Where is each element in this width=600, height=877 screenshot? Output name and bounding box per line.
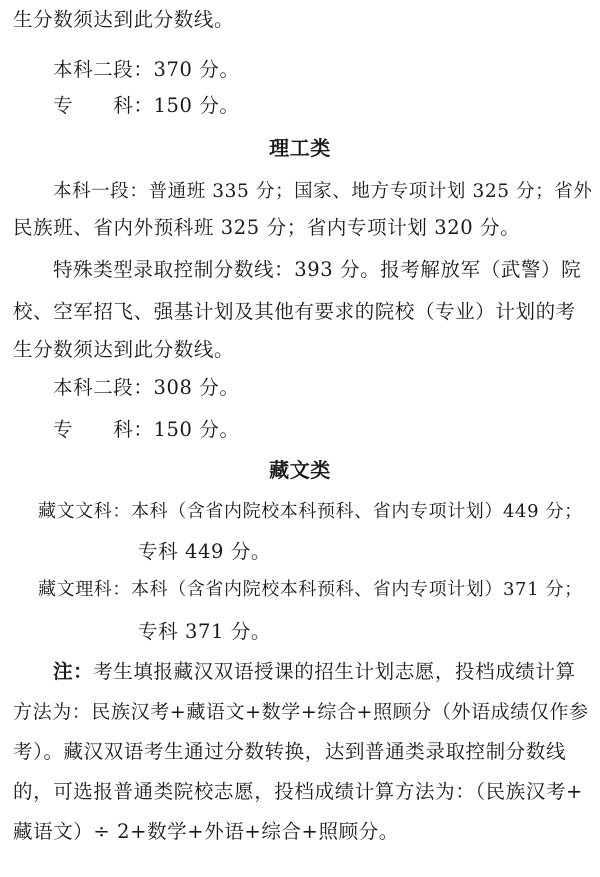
text-line: 藏文理科：本科（含省内院校本科预科、省内专项计划）371 分； (38, 579, 583, 600)
text-line: 专科 371 分。 (138, 620, 272, 643)
text-line: 藏语文）÷ 2+数学+外语+综合+照顾分。 (13, 820, 399, 843)
text-line: 的，可选报普通类院校志愿，投档成绩计算方法为：（民族汉考+ (13, 780, 583, 803)
text-line: 本科二段：308 分。 (53, 376, 240, 399)
text-line: 专 科：150 分。 (53, 94, 240, 117)
text-line: 考）。藏汉双语考生通过分数转换，达到普通类录取控制分数线 (13, 740, 567, 763)
text-line: 方法为：民族汉考+藏语文+数学+综合+照顾分（外语成绩仅作参 (13, 701, 589, 723)
text-line: 校、空军招飞、强基计划及其他有要求的院校（专业）计划的考 (13, 300, 576, 323)
text-line: 生分数须达到此分数线。 (13, 338, 235, 361)
note-first-line (53, 660, 576, 684)
text-line: 本科一段：普通班 335 分；国家、地方专项计划 325 分；省外 (53, 181, 593, 202)
text-line: 本科二段：370 分。 (53, 58, 240, 81)
text-line: 生分数须达到此分数线。 (13, 8, 235, 31)
text-line: 专 科：150 分。 (53, 418, 240, 441)
text-line: 民族班、省内外预科班 325 分；省内专项计划 320 分。 (13, 216, 521, 239)
text-line: 特殊类型录取控制分数线：393 分。报考解放军（武警）院 (53, 258, 582, 281)
section-heading-tibetan: 藏文类 (269, 458, 331, 482)
note-label: 注： (53, 660, 94, 683)
text-line: 专科 449 分。 (138, 540, 272, 563)
note-text: 考生填报藏汉双语授课的招生计划志愿，投档成绩计算 (93, 660, 576, 683)
section-heading-science: 理工类 (269, 136, 331, 160)
text-line: 藏文文科：本科（含省内院校本科预科、省内专项计划）449 分； (38, 501, 583, 522)
